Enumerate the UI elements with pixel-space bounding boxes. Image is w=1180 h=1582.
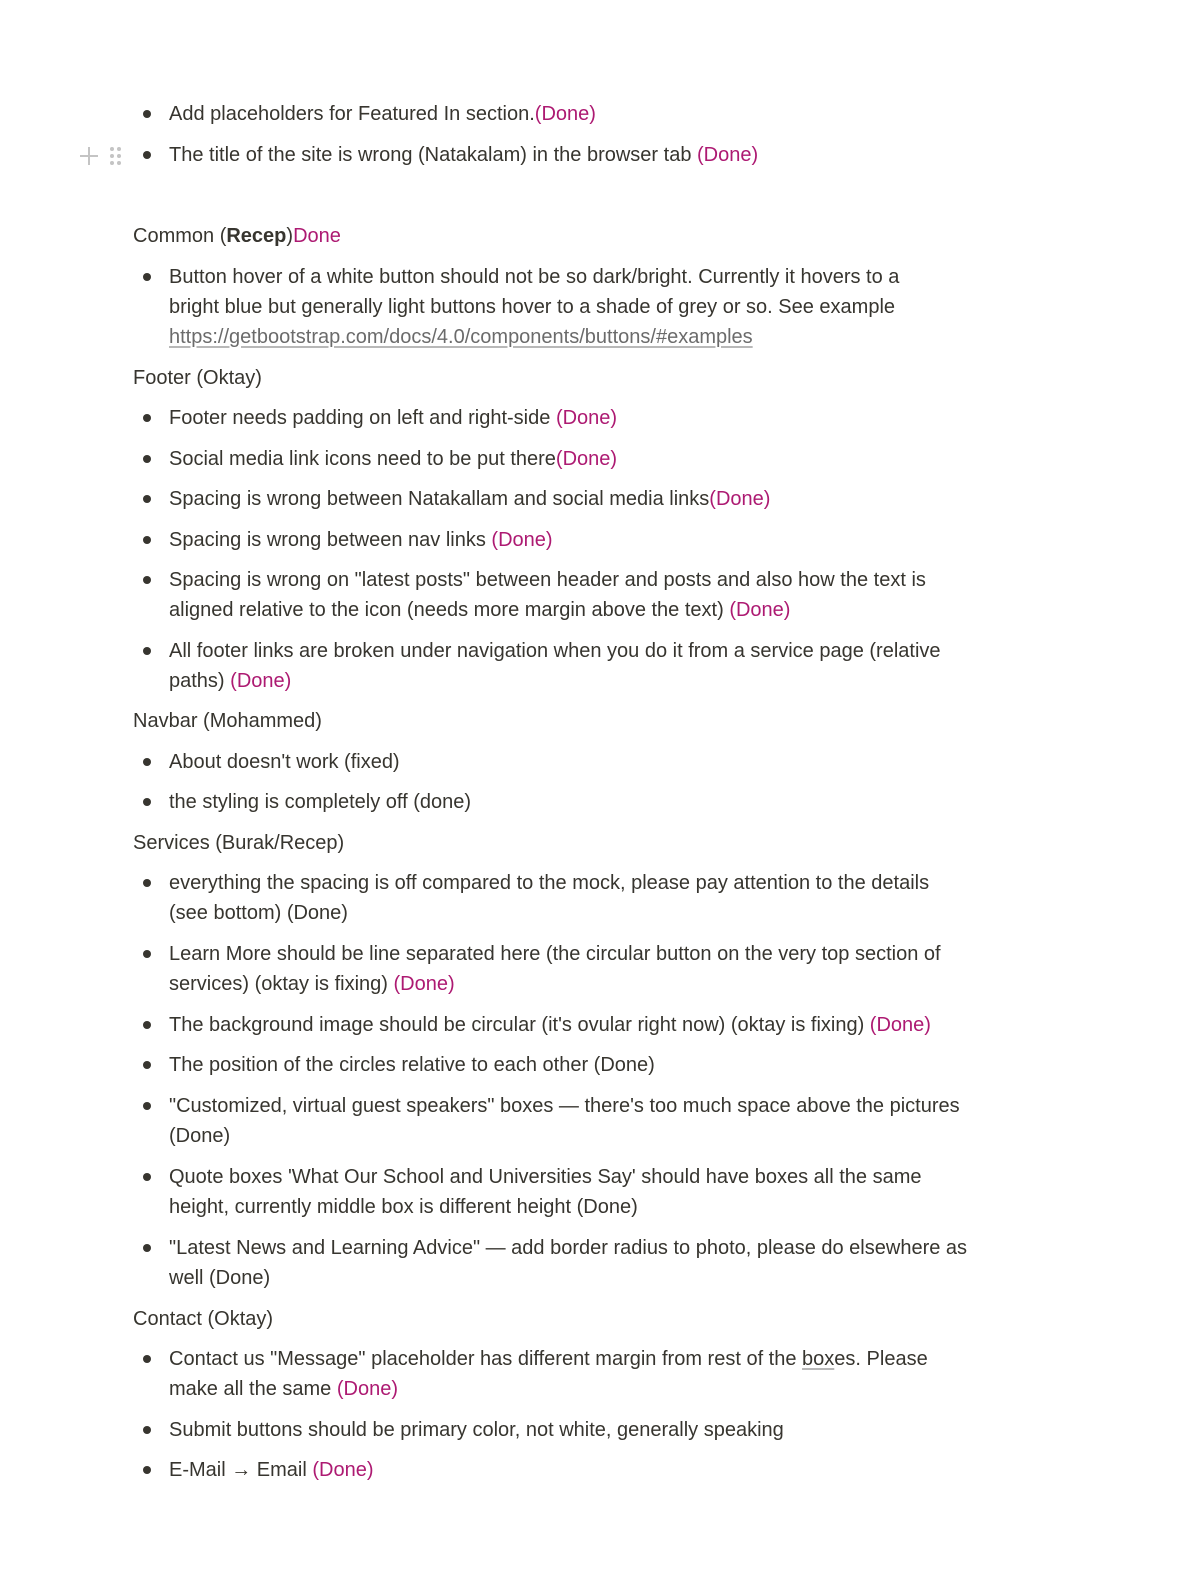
bullet-dot: [143, 110, 151, 118]
bullet-dot: [143, 1466, 151, 1474]
plus-icon[interactable]: [80, 144, 124, 168]
status-done: (Done): [555, 448, 618, 470]
bullet-dot: [143, 1102, 151, 1110]
status-done: (Done): [230, 670, 292, 692]
status-done: (Done): [555, 407, 618, 429]
status-done: (Done): [312, 1459, 374, 1481]
bullet-dot: [143, 455, 151, 463]
section-heading-navbar: Navbar (Mohammed): [133, 710, 322, 732]
status-done: (Done): [869, 1014, 931, 1036]
section-heading-common: Common (Recep)Done: [133, 225, 341, 247]
bullet-dot: [143, 273, 151, 281]
status-done: (Done): [709, 488, 771, 510]
item-text: Add placeholders for Featured In section.: [169, 103, 535, 125]
bullet-dot: [143, 495, 151, 503]
drag-handle-icon: [110, 147, 121, 165]
status-done: (Done): [697, 144, 759, 166]
status-done: (Done): [729, 599, 791, 621]
block-handle[interactable]: [80, 144, 124, 168]
section-heading-services: Services (Burak/Recep): [133, 832, 345, 854]
bootstrap-link[interactable]: https://getbootstrap.com/docs/4.0/components/buttons/#examples: [169, 326, 753, 348]
status-done: (Done): [534, 103, 596, 125]
document-page: Add placeholders for Featured In section.(Done) The title of the site is wrong (Natakalam) in the browser tab (Done) Common (Recep)Done Button hover of a white button should not be so dark/bright. Currently it hovers to a bright blue but generally light buttons hover to a shade of grey or so. See example https://getbootstrap.com/docs/4.0/components/buttons/#examples Footer (Oktay) Footer needs padding on left and right-side (Done) Social media link icons need to be put there(Done) Spacing is wrong between Natakallam and social media links(Done) Spacing is wrong between nav links (Done) Spacing is wrong on "latest posts" between header and posts and also how the text is aligned relative to the icon (needs more margin above the text) (Done) All footer links are broken under navigation when you do it from a service page (relative paths) (Done) Navbar (Mohammed) About doesn't work (fixed) the styling is completely off (done) Services (Burak/Recep) everything the spacing is off compared to the mock, please pay attention to the details (see bottom) (Done) Learn More should be line separated here (the circular button on the very top section of services) (oktay is fixing) (Done) The background image should be circular (it's ovular right now) (oktay is fixing) (Done) The position of the circles relative to each other (Done) "Customized, virtual guest speakers" boxes — there's too much space above the pictures (Done) Quote boxes 'What Our School and Universities Say' should have boxes all the same height, currently middle box is different height (Done) "Latest News and Learning Advice" — add border radius to photo, please do elsewhere as well (Done) Contact (Oktay) Contact us "Message" placeholder has different margin from rest of the boxes. Please make all the same (Done) Submit buttons should be primary color, not white, generally speaking E-Mail → Email (Done): [0, 0, 1180, 1582]
bullet-dot: [143, 1173, 151, 1181]
item-text: The title of the site is wrong (Natakalam) in the browser tab: [169, 144, 698, 166]
status-done: Done: [293, 225, 341, 247]
bullet-dot: [143, 1061, 151, 1069]
bullet-dot: [143, 798, 151, 806]
section-heading-contact: Contact (Oktay): [133, 1308, 274, 1330]
section-heading-footer: Footer (Oktay): [133, 367, 262, 389]
bullet-dot: [143, 1244, 151, 1252]
status-done: (Done): [393, 973, 455, 995]
bullet-dot: [143, 647, 151, 655]
bullet-dot: [143, 950, 151, 958]
bullet-dot: [143, 414, 151, 422]
bullet-dot: [143, 879, 151, 887]
status-done: (Done): [491, 529, 553, 551]
bullet-dot: [143, 1426, 151, 1434]
bullet-dot: [143, 758, 151, 766]
bullet-dot: [143, 536, 151, 544]
bullet-dot: [143, 1355, 151, 1363]
bullet-dot: [143, 151, 151, 159]
bullet-dot: [143, 1021, 151, 1029]
bullet-dot: [143, 576, 151, 584]
status-done: (Done): [336, 1378, 398, 1400]
